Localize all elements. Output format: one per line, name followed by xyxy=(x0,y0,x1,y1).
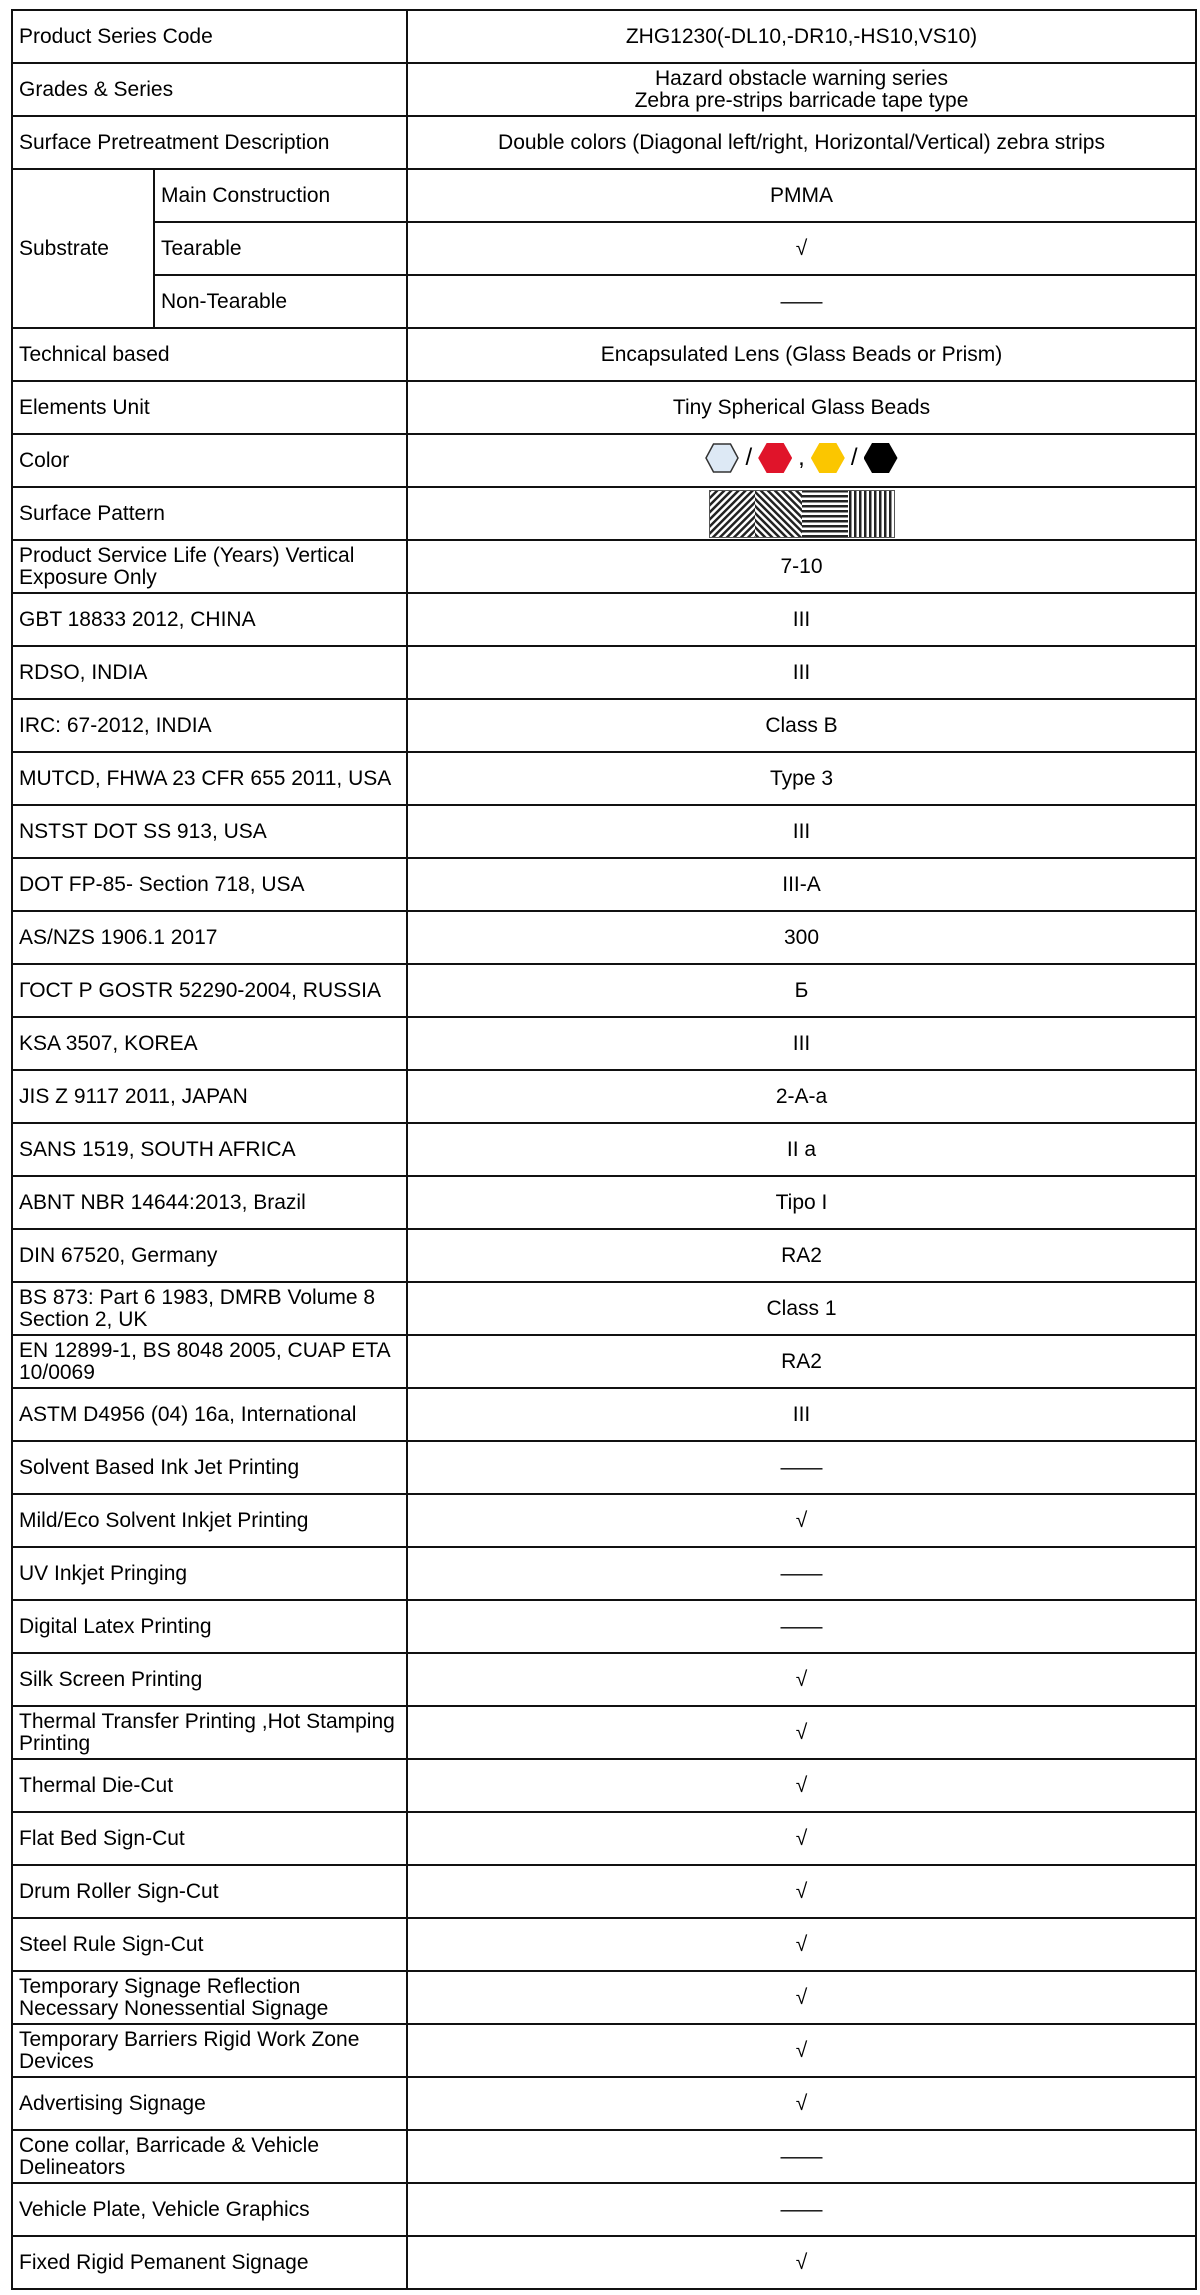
row-label: Grades & Series xyxy=(12,63,407,116)
substrate-sub-label: Tearable xyxy=(154,222,407,275)
row-label: Drum Roller Sign-Cut xyxy=(12,1865,407,1918)
row-value: III xyxy=(407,1388,1196,1441)
row-value: III xyxy=(407,593,1196,646)
table-row xyxy=(12,1865,1196,1918)
row-label: KSA 3507, KOREA xyxy=(12,1017,407,1070)
row-label: ГОСТ Р GOSTR 52290-2004, RUSSIA xyxy=(12,964,407,1017)
spec-table-body xyxy=(12,10,1196,2289)
row-label: AS/NZS 1906.1 2017 xyxy=(12,911,407,964)
row-label: Temporary Signage Reflection Necessary Nonessential Signage xyxy=(12,1971,407,2024)
row-value: √ xyxy=(407,1759,1196,1812)
product-series-code-value: ZHG1230(-DL10,-DR10,-HS10,VS10) xyxy=(407,10,1196,63)
table-row xyxy=(12,1441,1196,1494)
table-row xyxy=(12,1759,1196,1812)
row-value: √ xyxy=(407,1971,1196,2024)
row-value: Class B xyxy=(407,699,1196,752)
spec-table xyxy=(11,9,1197,2290)
table-row xyxy=(12,911,1196,964)
table-row xyxy=(12,1335,1196,1388)
table-row xyxy=(12,1494,1196,1547)
row-value: III xyxy=(407,805,1196,858)
row-label: Vehicle Plate, Vehicle Graphics xyxy=(12,2183,407,2236)
table-row xyxy=(12,593,1196,646)
table-row xyxy=(12,2183,1196,2236)
row-value: —— xyxy=(407,1441,1196,1494)
grades-series-line-2: Zebra pre-strips barricade tape type xyxy=(634,88,969,112)
row-label: Solvent Based Ink Jet Printing xyxy=(12,1441,407,1494)
row-label: MUTCD, FHWA 23 CFR 655 2011, USA xyxy=(12,752,407,805)
row-label: UV Inkjet Pringing xyxy=(12,1547,407,1600)
row-label: Technical based xyxy=(12,328,407,381)
table-row xyxy=(12,222,1196,275)
row-label: Silk Screen Printing xyxy=(12,1653,407,1706)
technical-value: Encapsulated Lens (Glass Beads or Prism) xyxy=(407,328,1196,381)
row-label: ASTM D4956 (04) 16a, International xyxy=(12,1388,407,1441)
color-separator: , xyxy=(798,444,805,471)
row-value: 2-A-a xyxy=(407,1070,1196,1123)
row-label: Cone collar, Barricade & Vehicle Delineators xyxy=(12,2130,407,2183)
row-label: Color xyxy=(12,434,407,487)
grades-series-value xyxy=(407,63,1196,116)
elements-value: Tiny Spherical Glass Beads xyxy=(407,381,1196,434)
row-label: JIS Z 9117 2011, JAPAN xyxy=(12,1070,407,1123)
table-row xyxy=(12,1070,1196,1123)
row-value: —— xyxy=(407,1547,1196,1600)
row-value: 7-10 xyxy=(407,540,1196,593)
row-value: RA2 xyxy=(407,1229,1196,1282)
substrate-label: Substrate xyxy=(12,169,154,328)
table-row xyxy=(12,1017,1196,1070)
row-label: Surface Pretreatment Description xyxy=(12,116,407,169)
table-row xyxy=(12,1812,1196,1865)
row-label: Fixed Rigid Pemanent Signage xyxy=(12,2236,407,2289)
table-row xyxy=(12,699,1196,752)
row-value: √ xyxy=(407,1494,1196,1547)
row-label: DIN 67520, Germany xyxy=(12,1229,407,1282)
substrate-sub-value: —— xyxy=(407,275,1196,328)
yellow-hexagon-icon xyxy=(811,443,845,473)
row-label: ABNT NBR 14644:2013, Brazil xyxy=(12,1176,407,1229)
row-label: Elements Unit xyxy=(12,381,407,434)
row-value: √ xyxy=(407,1865,1196,1918)
surface-pretreatment-value: Double colors (Diagonal left/right, Horizontal/Vertical) zebra strips xyxy=(407,116,1196,169)
row-label: Temporary Barriers Rigid Work Zone Devices xyxy=(12,2024,407,2077)
table-row xyxy=(12,328,1196,381)
row-value: √ xyxy=(407,1918,1196,1971)
row-value: √ xyxy=(407,2024,1196,2077)
table-row xyxy=(12,805,1196,858)
row-value: √ xyxy=(407,2077,1196,2130)
table-row xyxy=(12,1600,1196,1653)
table-row xyxy=(12,1653,1196,1706)
table-row xyxy=(12,1918,1196,1971)
table-row xyxy=(12,1123,1196,1176)
table-row xyxy=(12,1229,1196,1282)
row-label: Advertising Signage xyxy=(12,2077,407,2130)
table-row xyxy=(12,646,1196,699)
grades-series-line-1: Hazard obstacle warning series xyxy=(655,66,948,90)
table-row xyxy=(12,2024,1196,2077)
row-label: NSTST DOT SS 913, USA xyxy=(12,805,407,858)
substrate-sub-value: PMMA xyxy=(407,169,1196,222)
row-label: EN 12899-1, BS 8048 2005, CUAP ETA 10/0069 xyxy=(12,1335,407,1388)
black-hexagon-icon xyxy=(864,443,898,473)
white-hexagon-icon xyxy=(705,443,739,473)
row-label: Surface Pattern xyxy=(12,487,407,540)
row-value: II a xyxy=(407,1123,1196,1176)
red-hexagon-icon xyxy=(758,443,792,473)
row-label: Digital Latex Printing xyxy=(12,1600,407,1653)
row-value: —— xyxy=(407,1600,1196,1653)
row-value: Tipo I xyxy=(407,1176,1196,1229)
surface-pattern-value xyxy=(407,487,1196,540)
row-value: Type 3 xyxy=(407,752,1196,805)
table-row xyxy=(12,2077,1196,2130)
table-row xyxy=(12,1282,1196,1335)
row-label: IRC: 67-2012, INDIA xyxy=(12,699,407,752)
table-row xyxy=(12,116,1196,169)
row-value: √ xyxy=(407,1812,1196,1865)
row-label: GBT 18833 2012, CHINA xyxy=(12,593,407,646)
row-value: 300 xyxy=(407,911,1196,964)
table-row xyxy=(12,1388,1196,1441)
table-row xyxy=(12,752,1196,805)
row-value: RA2 xyxy=(407,1335,1196,1388)
table-row xyxy=(12,2130,1196,2183)
row-value: III xyxy=(407,1017,1196,1070)
table-row xyxy=(12,1176,1196,1229)
substrate-sub-label: Main Construction xyxy=(154,169,407,222)
table-row xyxy=(12,1706,1196,1759)
substrate-sub-label: Non-Tearable xyxy=(154,275,407,328)
table-row xyxy=(12,10,1196,63)
row-value: —— xyxy=(407,2183,1196,2236)
row-label: Flat Bed Sign-Cut xyxy=(12,1812,407,1865)
row-label: Steel Rule Sign-Cut xyxy=(12,1918,407,1971)
row-value: √ xyxy=(407,1706,1196,1759)
table-row xyxy=(12,434,1196,487)
table-row xyxy=(12,381,1196,434)
row-label: DOT FP-85- Section 718, USA xyxy=(12,858,407,911)
row-value: III-A xyxy=(407,858,1196,911)
row-label: Thermal Die-Cut xyxy=(12,1759,407,1812)
table-row xyxy=(12,540,1196,593)
row-value: Class 1 xyxy=(407,1282,1196,1335)
table-row xyxy=(12,487,1196,540)
row-label: BS 873: Part 6 1983, DMRB Volume 8 Section 2, UK xyxy=(12,1282,407,1335)
color-separator: / xyxy=(850,444,858,471)
row-label: Mild/Eco Solvent Inkjet Printing xyxy=(12,1494,407,1547)
table-row xyxy=(12,858,1196,911)
substrate-sub-value: √ xyxy=(407,222,1196,275)
table-row xyxy=(12,169,1196,222)
zebra-stripe-pattern-icon xyxy=(709,490,895,538)
table-row xyxy=(12,1547,1196,1600)
row-value: —— xyxy=(407,2130,1196,2183)
row-value: √ xyxy=(407,1653,1196,1706)
table-row xyxy=(12,964,1196,1017)
color-swatches xyxy=(407,434,1196,487)
row-value: Б xyxy=(407,964,1196,1017)
row-label: Thermal Transfer Printing ,Hot Stamping Printing xyxy=(12,1706,407,1759)
table-row xyxy=(12,1971,1196,2024)
table-row xyxy=(12,63,1196,116)
row-label: Product Series Code xyxy=(12,10,407,63)
color-separator: / xyxy=(745,444,753,471)
table-row xyxy=(12,275,1196,328)
row-value: III xyxy=(407,646,1196,699)
row-label: SANS 1519, SOUTH AFRICA xyxy=(12,1123,407,1176)
row-value: √ xyxy=(407,2236,1196,2289)
row-label: Product Service Life (Years) Vertical Exposure Only xyxy=(12,540,407,593)
table-row xyxy=(12,2236,1196,2289)
row-label: RDSO, INDIA xyxy=(12,646,407,699)
